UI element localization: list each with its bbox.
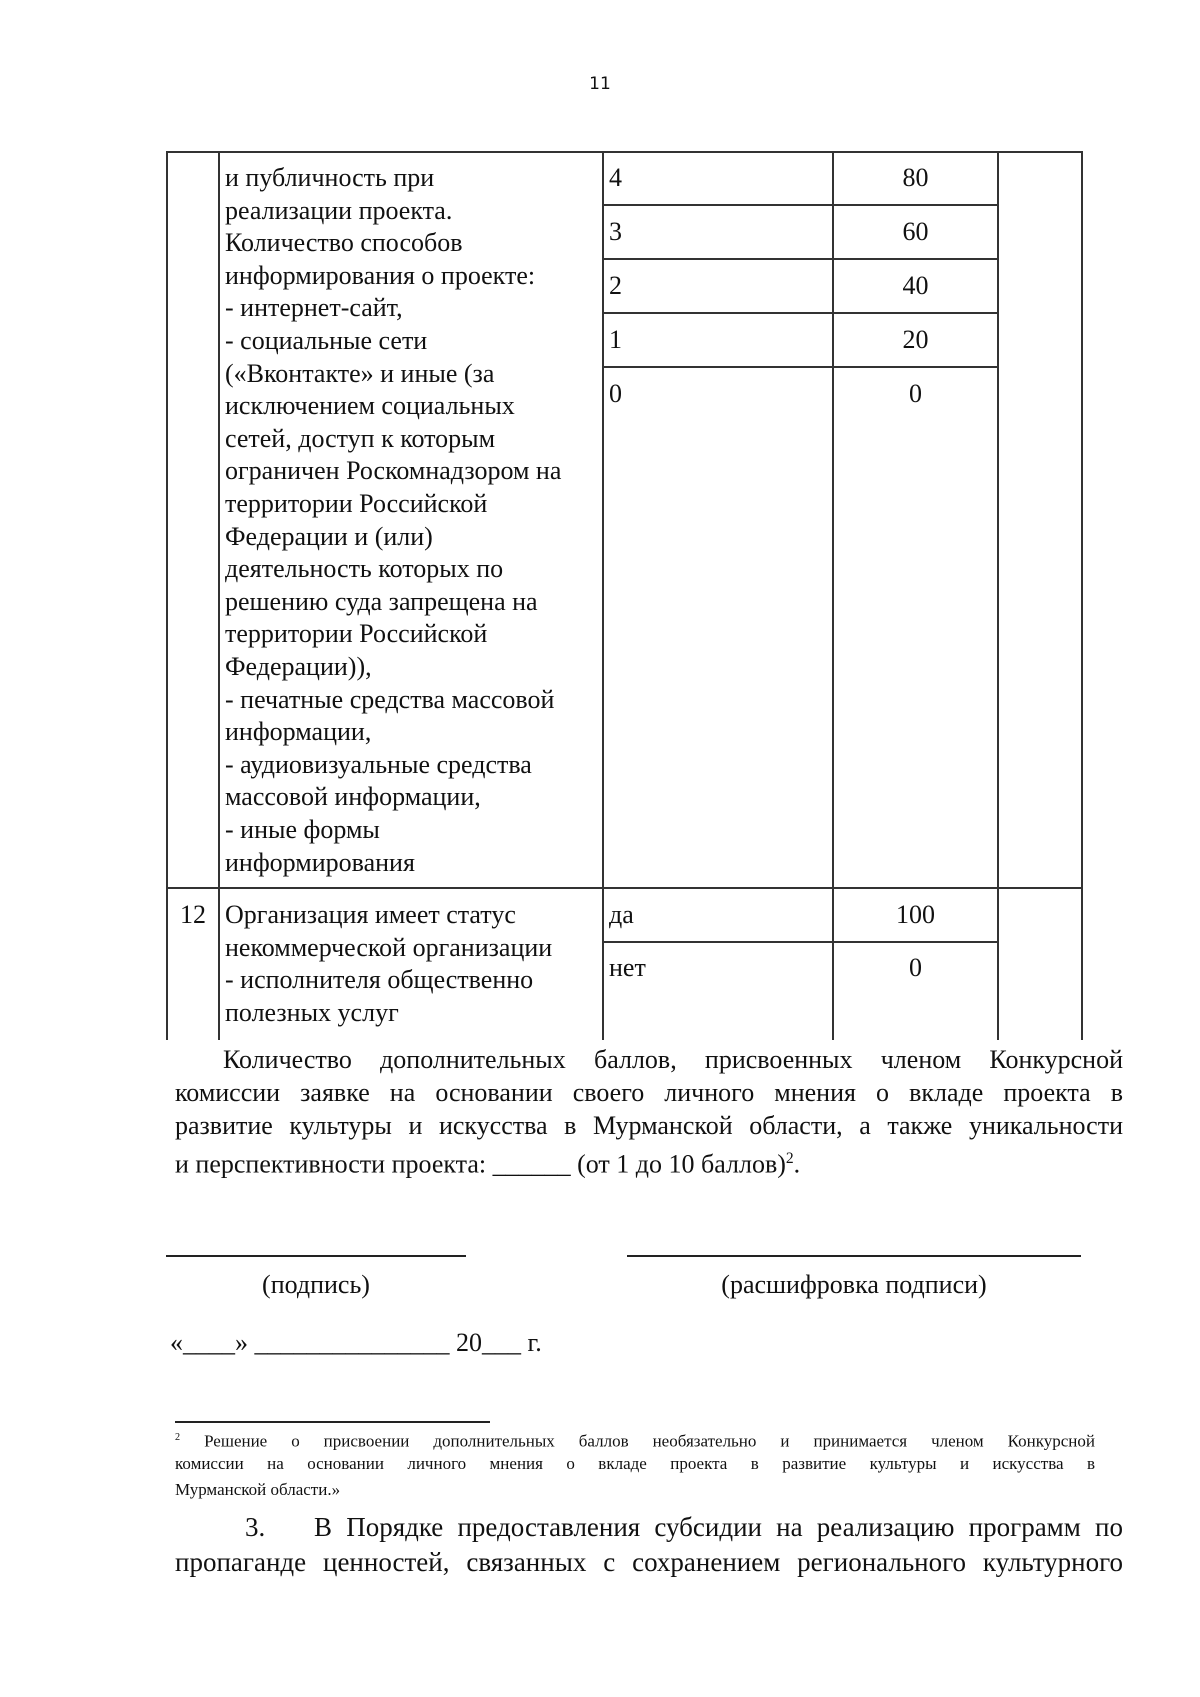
paragraph-number: 3.	[245, 1512, 266, 1542]
row12-criterion-value: да	[609, 900, 634, 929]
row11-criterion-score: 0	[909, 379, 922, 408]
row11-description-line: - интернет-сайт,	[225, 293, 403, 323]
signature-decoding-line	[627, 1255, 1081, 1257]
paragraph-line	[175, 1142, 1123, 1181]
row11-description-line: массовой информации,	[225, 782, 481, 812]
row12-description-line: полезных услуг	[225, 997, 399, 1027]
paragraph-line: развитие культуры и искусства в Мурманской области, а также уникальности	[175, 1111, 1123, 1140]
page-number: 11	[589, 74, 611, 94]
row11-description-line: - аудиовизуальные средства	[225, 749, 532, 779]
row11-description-line: и публичность при	[225, 163, 435, 192]
row11-criterion-value: 2	[609, 271, 622, 300]
row11-description-line: информирования о проекте:	[225, 260, 536, 290]
paragraph-line: Количество дополнительных баллов, присвоенных членом Конкурсной	[223, 1045, 1123, 1074]
signature-line	[166, 1255, 466, 1257]
row12-number: 12	[180, 900, 206, 929]
row11-description-line: исключением социальных	[225, 391, 515, 421]
row11-criterion-score: 40	[902, 271, 929, 300]
footnote-line: комиссии на основании личного мнения о вкладе проекта в развитие культуры и искусства в	[175, 1454, 1095, 1473]
row12-description-line: Организация имеет статус	[225, 900, 516, 929]
row11-criterion-score: 80	[902, 163, 929, 192]
row11-criterion-value: 1	[609, 325, 622, 354]
row11-description-line: информации,	[225, 717, 372, 747]
body-paragraph-line	[175, 1510, 1123, 1544]
footnote-ref: 2	[785, 1150, 794, 1167]
row11-criterion-score: 60	[902, 217, 929, 246]
row11-description-line: - иные формы	[225, 815, 380, 844]
paragraph-line: комиссии заявке на основании своего личного мнения о вкладе проекта в	[175, 1078, 1123, 1107]
row12-description-line: - исполнителя общественно	[225, 965, 534, 995]
body-paragraph-line: пропаганде ценностей, связанных с сохранением регионального культурного	[175, 1547, 1123, 1577]
footnote-separator	[175, 1421, 490, 1423]
row11-description-line: информирования	[225, 847, 415, 877]
row11-criterion-value: 3	[609, 217, 622, 246]
row12-description-line: некоммерческой организации	[225, 932, 553, 962]
row11-description-line: сетей, доступ к которым	[225, 423, 496, 453]
row11-description-line: деятельность которых по	[225, 554, 504, 584]
row11-criterion-score: 20	[902, 325, 929, 354]
footnote-line: Мурманской области.»	[175, 1480, 341, 1499]
row11-description-line: реализации проекта.	[225, 195, 453, 225]
row11-description-line: территории Российской	[225, 619, 488, 649]
row11-description-line: - печатные средства массовой	[225, 684, 555, 714]
row11-description-line: Федерации)),	[225, 652, 372, 681]
row11-description-line: Количество способов	[225, 228, 463, 258]
paragraph-last-line-text: и перспективности проекта: ______ (от 1 до 10 баллов)	[175, 1149, 786, 1179]
footnote-marker: 2	[175, 1432, 181, 1443]
row11-description-line: Федерации и (или)	[225, 521, 433, 551]
signature-label: (подпись)	[262, 1270, 370, 1299]
row12-criterion-value: нет	[609, 953, 646, 982]
row11-description-line: решению суда запрещена на	[225, 586, 538, 616]
row11-description-line: территории Российской	[225, 489, 488, 518]
paragraph-end: .	[793, 1149, 801, 1179]
row11-criterion-value: 0	[609, 379, 622, 408]
row12-criterion-score: 0	[909, 953, 922, 982]
date-line: «____» _______________ 20___ г.	[170, 1328, 542, 1357]
row11-description-line: ограничен Роскомнадзором на	[225, 456, 562, 486]
row11-description-line: («Вконтакте» и иные (за	[225, 358, 495, 388]
row11-criterion-value: 4	[609, 163, 622, 192]
footnote-text: Решение о присвоении дополнительных баллов необязательно и принимается членом Конкурсной	[204, 1431, 1096, 1451]
row12-criterion-score: 100	[896, 900, 935, 929]
footnote-line	[175, 1426, 1095, 1453]
signature-decoding-label: (расшифровка подписи)	[721, 1270, 987, 1299]
body-paragraph-first-line: В Порядке предоставления субсидии на реализацию программ по	[314, 1512, 1123, 1542]
row11-description-line: - социальные сети	[225, 326, 428, 355]
